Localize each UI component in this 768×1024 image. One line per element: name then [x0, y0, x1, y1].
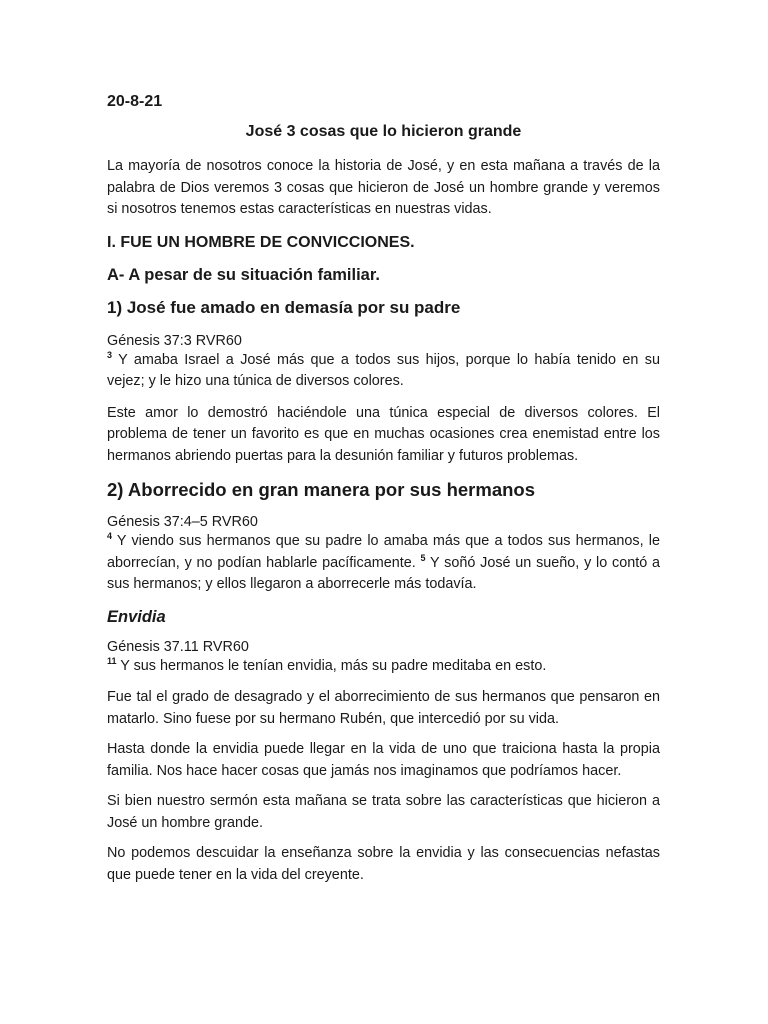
envy-paragraph: Si bien nuestro sermón esta mañana se trata sobre las características que hicieron a José un hombre grande. [107, 793, 660, 831]
envy-verse [107, 656, 660, 678]
document-content [107, 92, 660, 895]
verse-number: 5 [420, 552, 426, 563]
section-heading-convictions: I. FUE UN HOMBRE DE CONVICCIONES. [107, 233, 415, 251]
envy-heading: Envidia [107, 607, 166, 626]
point1-comment: Este amor lo demostró haciéndole una túnica especial de diversos colores. El problema de tener un favorito es que en muchas ocasiones crea enemistad entre los hermanos abriendo puertas para la desunión familiar y futuros problemas. [107, 404, 660, 464]
document-title: José 3 cosas que lo hicieron grande [245, 123, 522, 140]
intro-paragraph: La mayoría de nosotros conoce la historia de José, y en esta mañana a través de la palabra de Dios veremos 3 cosas que hicieron de José un hombre grande y veremos si nosotros tenemos estas características en nuestras vidas. [107, 158, 660, 217]
point1-reference: Génesis 37:3 RVR60 [107, 332, 242, 349]
point1-verse [107, 350, 660, 393]
point2-verse [107, 531, 660, 596]
envy-reference: Génesis 37.11 RVR60 [107, 638, 249, 655]
envy-paragraph: Fue tal el grado de desagrado y el aborrecimiento de sus hermanos que pensaron en matarlo. Sino fuese por su hermano Rubén, que intercedió por su vida. [107, 689, 660, 727]
point2-heading: 2) Aborrecido en gran manera por sus hermanos [107, 479, 536, 500]
point2-reference: Génesis 37:4–5 RVR60 [107, 514, 258, 530]
verse-text: Y viendo sus hermanos que su padre lo amaba más que a todos sus hermanos, le aborrecían, y no podían hablarle pacíficamente. [107, 533, 660, 571]
envy-paragraph: No podemos descuidar la enseñanza sobre la envidia y las consecuencias nefastas que puede tener en la vida del creyente. [107, 845, 660, 883]
document-date: 20-8-21 [107, 93, 163, 110]
envy-paragraph: Hasta donde la envidia puede llegar en la vida de uno que traiciona hasta la propia familia. Nos hace hacer cosas que jamás nos imaginamos que podríamos hacer. [107, 741, 660, 779]
verse-number: 11 [107, 655, 117, 666]
verse-number: 3 [107, 349, 113, 360]
subsection-heading-family: A- A pesar de su situación familiar. [107, 265, 380, 284]
verse-text: Y amaba Israel a José más que a todos sus hijos, porque lo había tenido en su vejez; y le hizo una túnica de diversos colores. [107, 351, 660, 389]
verse-text: Y soñó José un sueño, y lo contó a sus hermanos; y ellos llegaron a aborrecerle más todavía. [107, 554, 661, 592]
verse-text: Y sus hermanos le tenían envidia, más su padre meditaba en esto. [116, 657, 547, 674]
verse-number: 4 [107, 531, 113, 542]
point1-heading: 1) José fue amado en demasía por su padre [107, 297, 461, 317]
